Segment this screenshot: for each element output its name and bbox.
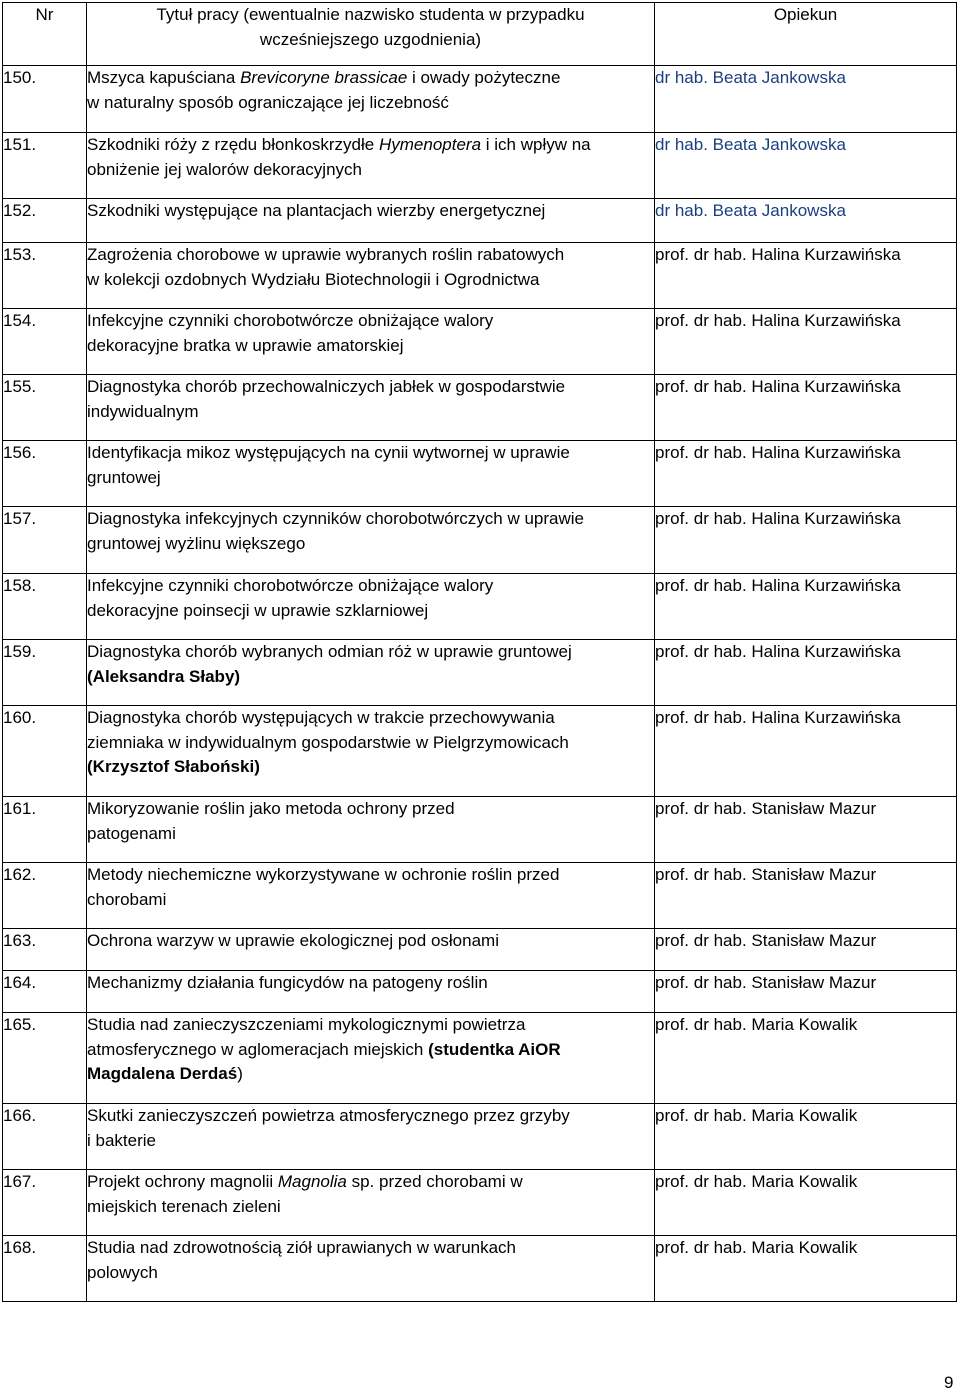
row-title [87,1170,655,1236]
row-number: 157. [3,507,87,574]
title-text-line2: gruntowej wyżlinu większego [87,533,306,553]
row-supervisor: dr hab. Beata Jankowska [655,133,957,199]
page-number: 9 [944,1373,954,1392]
row-title [87,243,655,309]
row-number: 163. [3,929,87,971]
row-supervisor: prof. dr hab. Maria Kowalik [655,1013,957,1104]
student-name: (Aleksandra Słaby) [87,666,241,686]
row-title [87,971,655,1013]
header-supervisor: Opiekun [655,3,957,66]
table-row [3,863,957,929]
row-supervisor: prof. dr hab. Stanisław Mazur [655,929,957,971]
title-text: Diagnostyka chorób przechowalniczych jabłek w gospodarstwie [87,377,566,396]
title-text: Zagrożenia chorobowe w uprawie wybranych roślin rabatowych [87,245,565,264]
title-text: Studia nad zanieczyszczeniami mykologicznymi powietrza [87,1015,526,1034]
row-title [87,199,655,243]
row-supervisor: prof. dr hab. Halina Kurzawińska [655,640,957,706]
row-title [87,1104,655,1170]
header-title [87,3,655,66]
title-text: Studia nad zdrowotnością ziół uprawianych w warunkach [87,1238,517,1257]
row-supervisor: prof. dr hab. Halina Kurzawińska [655,507,957,574]
table-row [3,1170,957,1236]
title-text-line2: ziemniaka w indywidualnym gospodarstwie w Pielgrzymowicach [87,732,569,752]
table-row [3,706,957,797]
title-text: Szkodniki występujące na plantacjach wierzby energetycznej [87,201,546,220]
title-text: Diagnostyka chorób występujących w trakcie przechowywania [87,708,555,727]
title-text-cont: sp. przed chorobami w [346,1172,523,1191]
row-supervisor: prof. dr hab. Halina Kurzawińska [655,574,957,640]
table-row [3,574,957,640]
row-number: 161. [3,797,87,863]
row-title [87,375,655,441]
table-row [3,199,957,243]
row-title [87,797,655,863]
title-text-line2: dekoracyjne poinsecji w uprawie szklarniowej [87,600,429,620]
row-supervisor: prof. dr hab. Maria Kowalik [655,1104,957,1170]
table-row [3,243,957,309]
row-supervisor: prof. dr hab. Halina Kurzawińska [655,441,957,507]
title-text-line2: dekoracyjne bratka w uprawie amatorskiej [87,335,404,355]
title-italic: Brevicoryne brassicae [240,68,408,87]
row-title [87,863,655,929]
row-number: 159. [3,640,87,706]
table-row [3,66,957,133]
title-text-cont: i ich wpływ na [481,135,591,154]
row-number: 167. [3,1170,87,1236]
row-title [87,929,655,971]
row-title [87,66,655,133]
table-row [3,640,957,706]
table-row [3,1013,957,1104]
row-number: 160. [3,706,87,797]
table-row [3,441,957,507]
row-supervisor: prof. dr hab. Maria Kowalik [655,1236,957,1302]
title-text: Ochrona warzyw w uprawie ekologicznej pod osłonami [87,931,499,950]
row-number: 152. [3,199,87,243]
title-text-line2: miejskich terenach zieleni [87,1196,281,1216]
title-text: Mikoryzowanie roślin jako metoda ochrony przed [87,799,455,818]
table-row [3,133,957,199]
title-text-line2: i bakterie [87,1130,156,1150]
header-title-line1: Tytuł pracy (ewentualnie nazwisko studenta w przypadku [156,5,585,24]
row-supervisor: prof. dr hab. Stanisław Mazur [655,971,957,1013]
title-text-line3: ) [237,1064,243,1083]
title-text: Projekt ochrony magnolii [87,1172,278,1191]
row-title [87,1236,655,1302]
row-supervisor: dr hab. Beata Jankowska [655,66,957,133]
title-text-line2: patogenami [87,823,176,843]
row-number: 156. [3,441,87,507]
title-text-cont: i owady pożyteczne [407,68,561,87]
table-row [3,309,957,375]
title-text-line2: indywidualnym [87,401,199,421]
row-number: 168. [3,1236,87,1302]
row-number: 155. [3,375,87,441]
row-supervisor: prof. dr hab. Maria Kowalik [655,1170,957,1236]
title-text-line2: chorobami [87,889,167,909]
title-text: Mszyca kapuściana [87,68,241,87]
row-number: 158. [3,574,87,640]
table-row [3,797,957,863]
row-supervisor: prof. dr hab. Stanisław Mazur [655,797,957,863]
row-title [87,309,655,375]
title-italic: Hymenoptera [378,135,482,154]
row-supervisor: dr hab. Beata Jankowska [655,199,957,243]
header-title-line2: wcześniejszego uzgodnienia) [259,29,482,49]
table-row [3,1236,957,1302]
row-supervisor: prof. dr hab. Halina Kurzawińska [655,375,957,441]
header-row [3,3,957,66]
row-title [87,133,655,199]
title-text: Diagnostyka chorób wybranych odmian róż w uprawie gruntowej [87,642,572,661]
row-number: 153. [3,243,87,309]
row-supervisor: prof. dr hab. Stanisław Mazur [655,863,957,929]
row-title [87,441,655,507]
row-number: 164. [3,971,87,1013]
table-row [3,1104,957,1170]
title-text-line2: polowych [87,1262,158,1282]
row-supervisor: prof. dr hab. Halina Kurzawińska [655,706,957,797]
row-title [87,706,655,797]
title-text: Mechanizmy działania fungicydów na patogeny roślin [87,973,488,992]
title-italic: Magnolia [277,1172,347,1191]
row-title [87,574,655,640]
row-title [87,507,655,574]
title-text-line2: obniżenie jej walorów dekoracyjnych [87,159,362,179]
row-number: 165. [3,1013,87,1104]
table-row [3,375,957,441]
title-text: Infekcyjne czynniki chorobotwórcze obniżające walory [87,576,494,595]
table-row [3,971,957,1013]
title-text: Szkodniki róży z rzędu błonkoskrzydłe [87,135,379,154]
row-supervisor: prof. dr hab. Halina Kurzawińska [655,309,957,375]
title-text-line2: gruntowej [87,467,161,487]
title-text-line2: atmosferycznego w aglomeracjach miejskich [87,1039,429,1059]
row-supervisor: prof. dr hab. Halina Kurzawińska [655,243,957,309]
title-text: Identyfikacja mikoz występujących na cynii wytwornej w uprawie [87,443,570,462]
topics-body [3,66,957,1302]
title-text-line2: w kolekcji ozdobnych Wydziału Biotechnologii i Ogrodnictwa [87,269,540,289]
title-text: Metody niechemiczne wykorzystywane w ochronie roślin przed [87,865,560,884]
title-text: Diagnostyka infekcyjnych czynników chorobotwórczych w uprawie [87,509,584,528]
topics-table [2,2,957,1302]
row-number: 166. [3,1104,87,1170]
row-title [87,1013,655,1104]
table-row [3,929,957,971]
table-row [3,507,957,574]
row-number: 154. [3,309,87,375]
title-text: Skutki zanieczyszczeń powietrza atmosferycznego przez grzyby [87,1106,570,1125]
title-text: Infekcyjne czynniki chorobotwórcze obniżające walory [87,311,494,330]
row-title [87,640,655,706]
title-text-line2: w naturalny sposób ograniczające jej liczebność [87,92,449,112]
header-nr: Nr [3,3,87,66]
row-number: 151. [3,133,87,199]
student-name: Magdalena Derdaś [87,1064,238,1083]
row-number: 150. [3,66,87,133]
row-number: 162. [3,863,87,929]
student-name: (studentka AiOR [428,1039,561,1059]
student-name: (Krzysztof Słaboński) [87,757,260,776]
